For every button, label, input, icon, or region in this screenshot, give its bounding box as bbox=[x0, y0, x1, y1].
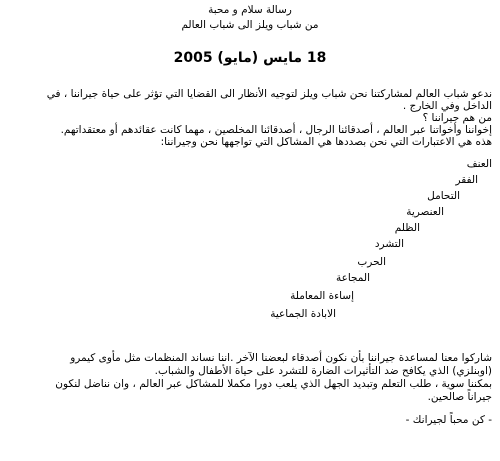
letter-title: رسالة سلام و محبة bbox=[208, 4, 292, 16]
closing-line-1: شاركوا معنا لمساعدة جيراننا بأن نكون أصدقاء لبعضنا الآخر .اننا نساند المنظمات مثل مأوى كيمرو bbox=[70, 352, 492, 364]
issue-item: التشرد bbox=[374, 238, 404, 250]
issue-item: العنف bbox=[466, 158, 492, 170]
issue-item: الفقر bbox=[455, 174, 478, 186]
answer-line: إخواننا وأخواتنا عبر العالم ، أصدقائنا الرجال ، أصدقائنا المخلصين ، مهما كانت عقائدهم أو معتقداتهم. bbox=[60, 124, 492, 136]
closing-line-3: بمكننا سوية ، طلب التعلم وتبديد الجهل الذي يلعب دورا مكملا للمشاكل عبر العالم ، وان نناضل لنكون bbox=[55, 378, 492, 390]
question-line: من هم جيراننا ؟ bbox=[422, 112, 492, 124]
issue-item: الحرب bbox=[357, 256, 386, 268]
letter-subtitle: من شباب ويلز الى شباب العالم bbox=[181, 19, 319, 31]
closing-line-4: جيراناً صالحين. bbox=[427, 391, 492, 403]
issue-item: الظلم bbox=[394, 222, 420, 234]
letter-date: 18 مايس (مايو) 2005 bbox=[173, 50, 327, 66]
intro-line-1: ندعو شباب العالم لمشاركتنا نحن شباب ويلز لتوجيه الأنظار الى القضايا التي تؤثر على حياة جيراننا ، في bbox=[46, 88, 492, 100]
issue-item: المجاعة bbox=[335, 272, 370, 284]
issue-item: العنصرية bbox=[406, 206, 444, 218]
intro-line-2: الداخل وفي الخارج . bbox=[402, 100, 492, 112]
lead-in-line: هذه هي الاعتبارات التي نحن بصددها هي المشاكل التي تواجهها نحن وجيراننا: bbox=[160, 136, 492, 148]
issue-item: الابادة الجماعية bbox=[270, 308, 336, 320]
signoff: - كن محباً لجيرانك - bbox=[405, 414, 492, 426]
closing-line-2: (اوبنلزي) الذي يكافح ضد التأثيرات الضارة للتشرد على حياة الأطفال والشباب. bbox=[154, 365, 492, 377]
issue-item: التحامل bbox=[427, 190, 460, 202]
issue-item: إساءة المعاملة bbox=[290, 290, 354, 302]
